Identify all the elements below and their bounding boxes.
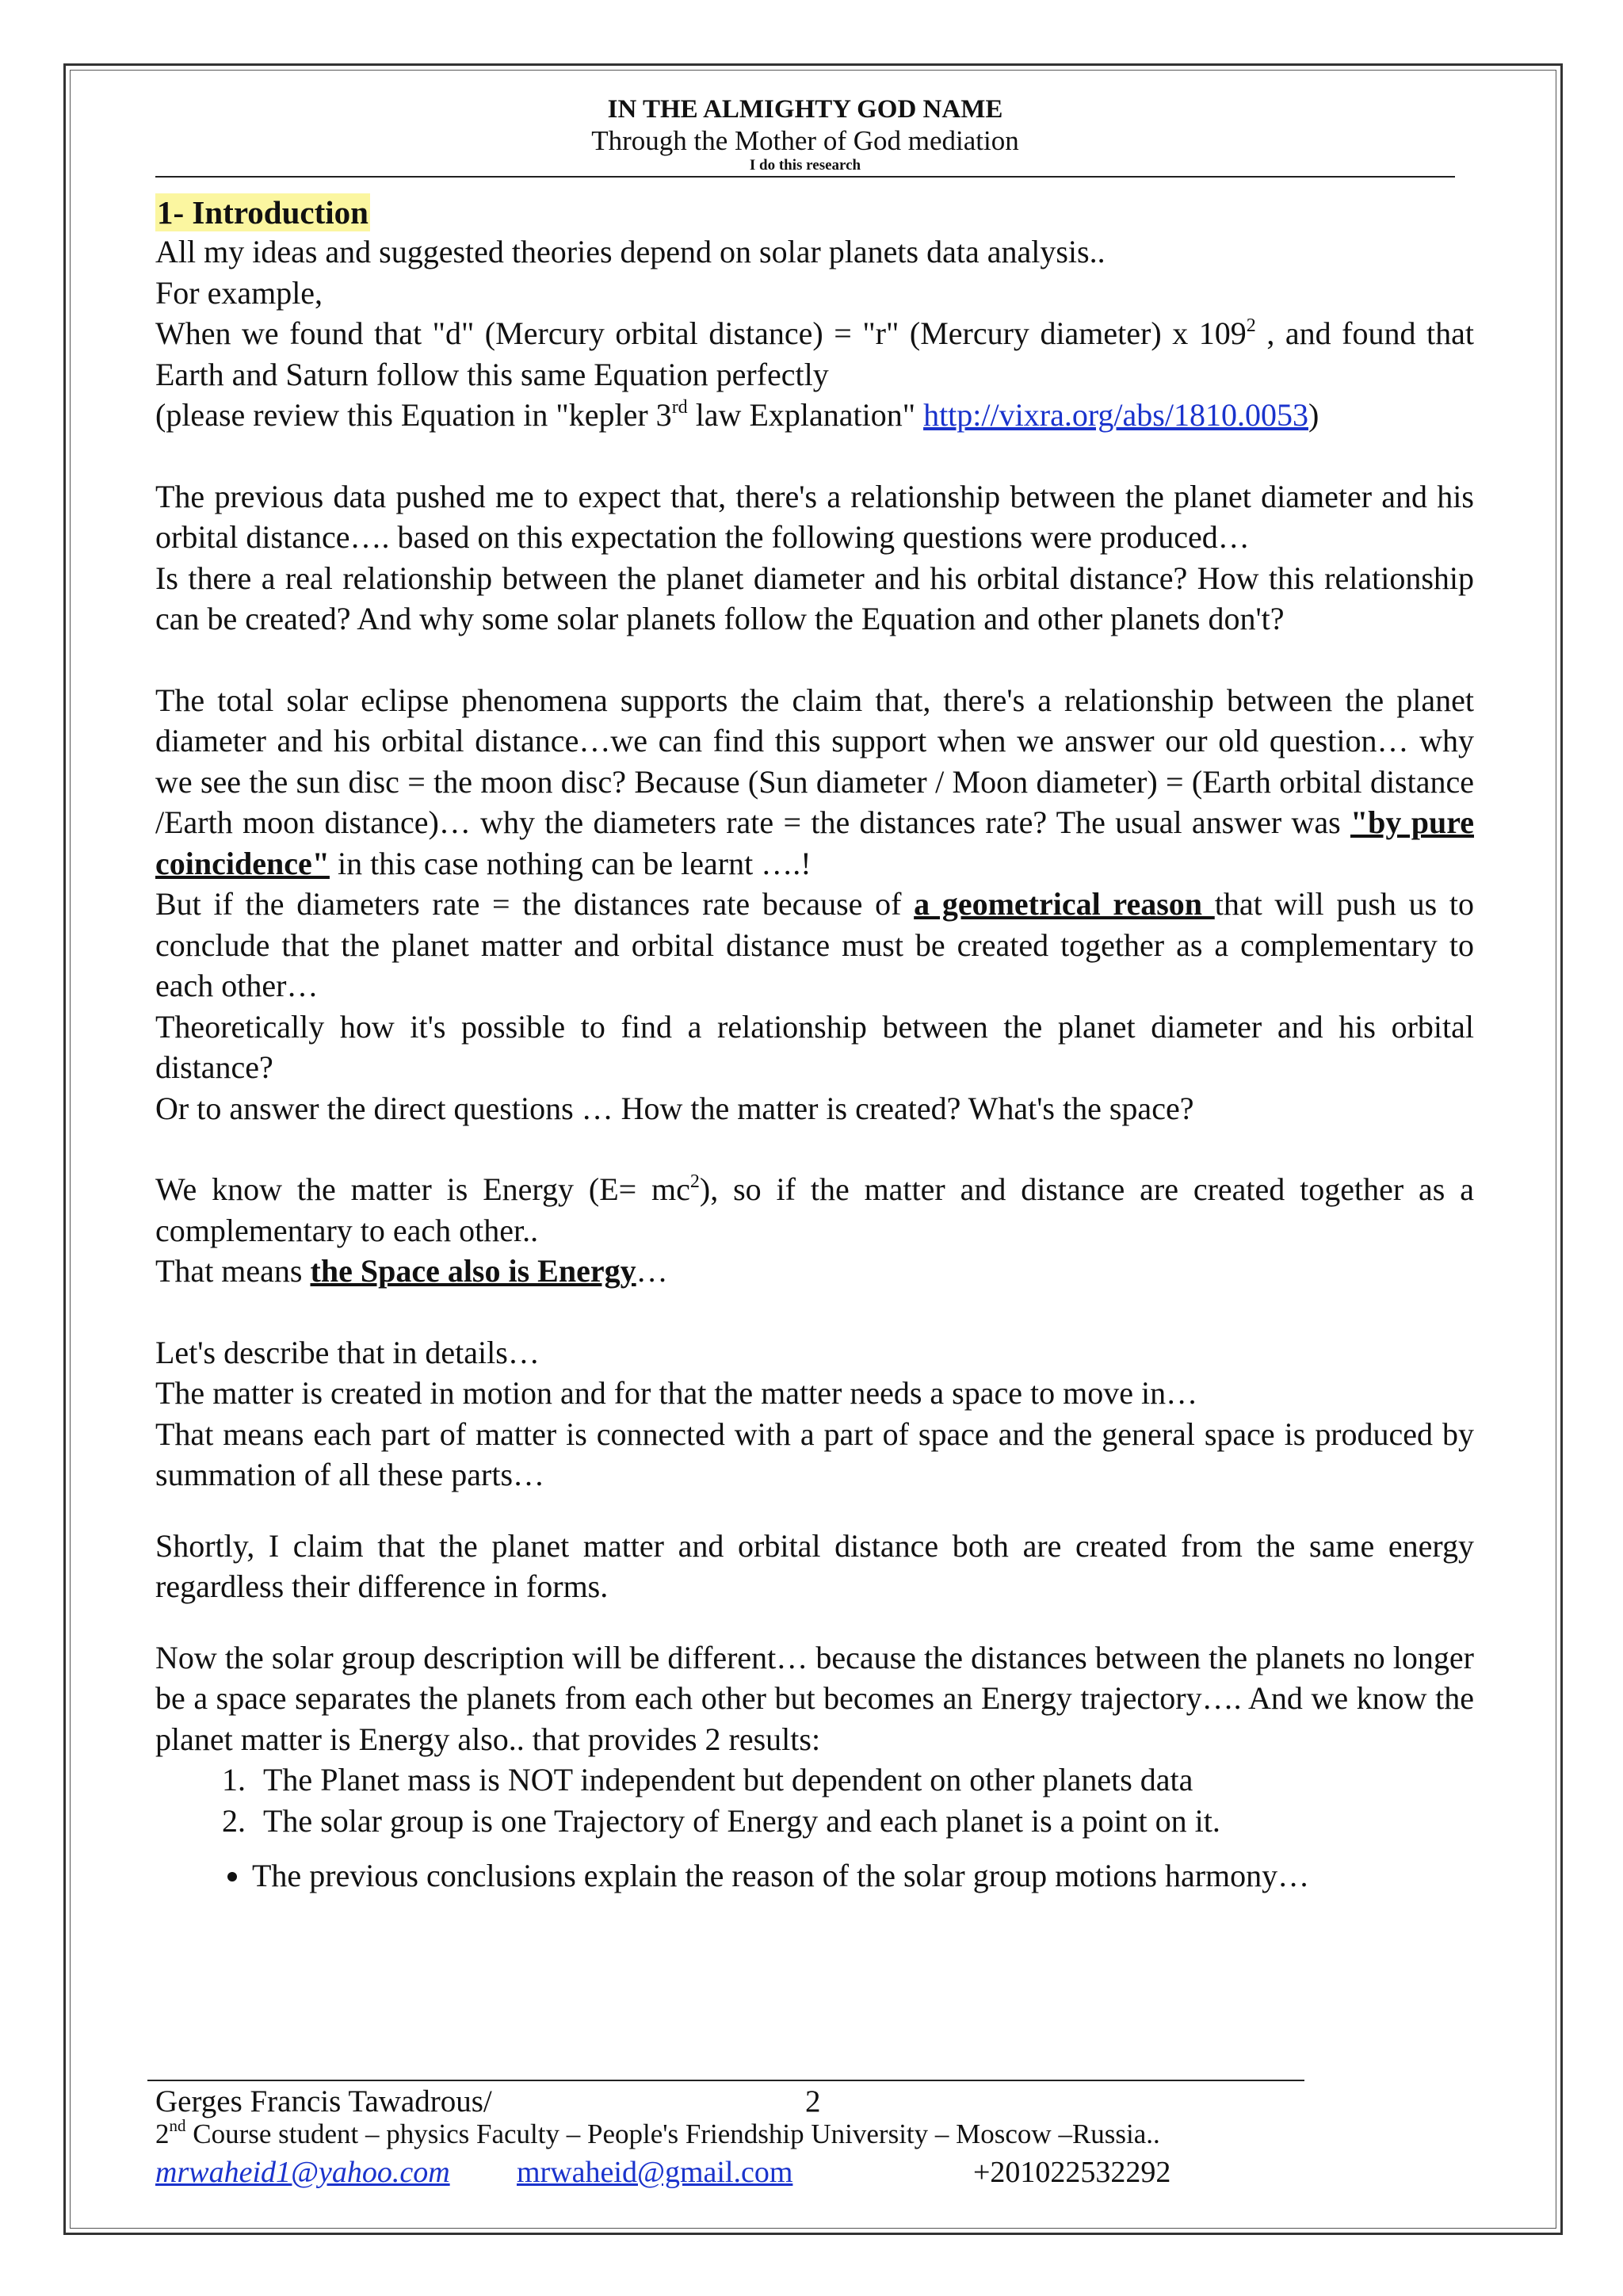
energy-text-end: ), so if the matter and distance are created together as a complementary to each other.. (155, 1171, 1474, 1248)
footer-phone: +201022532292 (973, 2156, 1171, 2189)
course-superscript: nd (169, 2116, 186, 2136)
course-text: Course student – physics Faculty – People's Friendship University – Moscow –Russia.. (185, 2118, 1160, 2149)
equation-superscript: 2 (1246, 315, 1256, 336)
reference-text-mid: law Explanation" (687, 397, 924, 433)
header-note: I do this research (155, 157, 1455, 178)
page-number: 2 (805, 2084, 821, 2118)
reference-superscript: rd (671, 396, 688, 418)
eclipse-text: The total solar eclipse phenomena supports the claim that, there's a relationship between the planet diameter and his orbital distance…we can find this support when we answer our old question… why we see the sun disc = the moon disc? Because (Sun diameter / Moon diameter) = (Earth orbital distance /Earth moon distance)… why the diameters rate = the distances rate? The usual answer was (155, 682, 1474, 840)
energy-text: We know the matter is Energy (E= mc (155, 1171, 690, 1207)
pure-coincidence-emphasis: "by pure coincidence" (155, 804, 1474, 881)
footer-email-yahoo[interactable]: mrwaheid1@yahoo.com (155, 2156, 450, 2189)
footer-author: Gerges Francis Tawadrous/ (155, 2084, 492, 2118)
space-text: That means (155, 1253, 311, 1289)
paragraph-space-energy (155, 1251, 1474, 1292)
intro-reference (155, 395, 1474, 436)
intro-equation-paragraph (155, 313, 1474, 395)
vixra-link[interactable]: http://vixra.org/abs/1810.0053 (923, 397, 1308, 433)
paragraph-motion: The matter is created in motion and for that the matter needs a space to move in… (155, 1375, 1198, 1411)
geometrical-text: But if the diameters rate = the distances rate because of (155, 886, 915, 922)
page-content (155, 94, 1474, 1897)
intro-line-2: For example, (155, 274, 323, 311)
conclusion-list (155, 1855, 1474, 1897)
paragraph-theoretically: Theoretically how it's possible to find a relationship between the planet diameter and his orbital distance? (155, 1008, 1474, 1085)
section-title: 1- Introduction (157, 194, 369, 231)
footer-email-gmail[interactable]: mrwaheid@gmail.com (517, 2156, 793, 2189)
course-number: 2 (155, 2118, 170, 2149)
geometrical-text-end: that will push us to conclude that the planet matter and orbital distance must be created together as a complementary to each other… (155, 886, 1474, 1003)
paragraph-questions: Is there a real relationship between the planet diameter and his orbital distance? How this relationship can be created? And why some solar planets follow the Equation and other planets don't? (155, 560, 1474, 636)
paragraph-direct-questions: Or to answer the direct questions … How the matter is created? What's the space? (155, 1090, 1194, 1126)
page-header (155, 94, 1455, 178)
conclusion-bullet: • The previous conclusions explain the reason of the solar group motions harmony… (252, 1855, 1474, 1897)
space-text-end: … (636, 1253, 668, 1289)
paragraph-summation: That means each part of matter is connected with a part of space and the general space is produced by summation of all these parts… (155, 1415, 1474, 1492)
equation-text-end: , and found that Earth and Saturn follow this same Equation perfectly (155, 315, 1474, 392)
paragraph-previous-data: The previous data pushed me to expect that, there's a relationship between the planet diameter and his orbital distance…. based on this expectation the following questions were produced… (155, 478, 1474, 555)
geometrical-reason-emphasis: a geometrical reason (914, 886, 1215, 922)
equation-text: When we found that "d" (Mercury orbital distance) = "r" (Mercury diameter) x 109 (155, 315, 1247, 351)
space-energy-emphasis: the Space also is Energy (310, 1253, 636, 1289)
results-list (155, 1759, 1474, 1841)
paragraph-geometrical-reason (155, 884, 1474, 1007)
reference-text: (please review this Equation in "kepler 3 (155, 397, 672, 433)
header-subtitle: Through the Mother of God mediation (591, 125, 1019, 156)
paragraph-energy (155, 1169, 1474, 1251)
footer-course (155, 2118, 1160, 2151)
header-title: IN THE ALMIGHTY GOD NAME (607, 95, 1003, 124)
energy-superscript: 2 (689, 1171, 700, 1192)
reference-text-end: ) (1308, 397, 1319, 433)
page-footer (147, 2080, 1304, 2189)
intro-line-1: All my ideas and suggested theories depend on solar planets data analysis.. (155, 234, 1106, 269)
paragraph-details: Let's describe that in details… (155, 1334, 540, 1370)
result-item: 2. The solar group is one Trajectory of Energy and each planet is a point on it. (254, 1801, 1474, 1842)
paragraph-solar-group: Now the solar group description will be different… because the distances between the planets no longer be a space separates the planets from each other but becomes an Energy trajectory…. And we know the planet matter is Energy also.. that provides 2 results: (155, 1639, 1474, 1757)
paragraph-claim: Shortly, I claim that the planet matter and orbital distance both are created from the same energy regardless their difference in forms. (155, 1527, 1474, 1604)
paragraph-solar-eclipse (155, 680, 1474, 884)
result-item: 1. The Planet mass is NOT independent but dependent on other planets data (254, 1759, 1474, 1801)
eclipse-text-end: in this case nothing can be learnt ….! (329, 845, 812, 881)
